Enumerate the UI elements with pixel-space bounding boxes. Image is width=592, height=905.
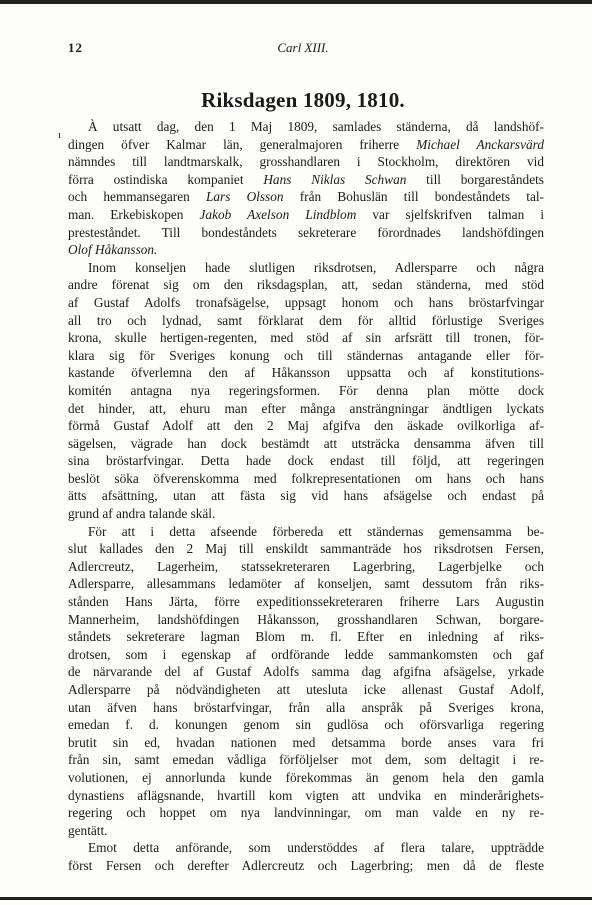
- text-run: från Bohuslän till bondeståndets tal-: [283, 189, 544, 205]
- text-run: var sjelfskrifven talman i: [356, 206, 545, 222]
- text-line: [68, 294, 544, 312]
- text-line: [68, 540, 544, 558]
- text-run: ståndets sekreterare lagman Blom m. fl. Efter en inledning af riks-: [68, 629, 544, 645]
- text-run: regering och hoppet om nya landvinningar, om man valde en ny re-: [68, 805, 544, 821]
- italic-name: Lars Olsson: [205, 189, 284, 205]
- text-run: först Fersen och derefter Adlercreutz och Lagerbring; men då de fleste: [68, 857, 544, 873]
- text-run: slut kallades den 2 Maj till enskildt sammanträde hos riksdrotsen Fersen,: [68, 541, 544, 557]
- text-run: det hinder, att, ehuru man efter många ansträngningar ändtligen lyckats: [68, 400, 544, 416]
- text-run: sina bröstarfvingar. Detta hade dock endast till följd, att regeringen: [68, 453, 544, 469]
- text-run: Emot detta anförande, som understöddes af flera talare, uppträdde: [88, 840, 544, 856]
- text-run: Mannerheim, landshöfdingen Håkansson, grosshandlaren Schwan, borgare-: [68, 611, 544, 627]
- text-line: [68, 435, 544, 453]
- italic-name: Michael Anckarsvärd: [416, 136, 544, 152]
- text-run: andre förenat sig om den riksdagsplan, att, sedan ständerna, med stöd: [68, 277, 544, 293]
- text-run: För att i detta afseende förbereda ett ständernas gemensamma be-: [88, 523, 544, 539]
- text-line: [68, 734, 544, 752]
- text-line: [68, 312, 544, 330]
- text-line: [68, 400, 544, 418]
- text-line: [68, 136, 544, 154]
- text-run: från sin, samt emedan vådliga förföljelser mot dem, som deltagit i re-: [68, 752, 544, 768]
- text-line: [68, 206, 544, 224]
- text-run: presteståndet. Till bondeståndets sekreterare förordnades landshöfdingen: [68, 224, 544, 240]
- text-run: ätts afsättning, utan att fästa sig vid hans afsägelse och endast på: [68, 488, 544, 504]
- text-run: klara sig för Sveriges konung och till ständernas antagande eller för-: [68, 347, 544, 363]
- text-line: [68, 699, 544, 717]
- text-line: [68, 716, 544, 734]
- running-head: [68, 40, 538, 56]
- text-run: sägelsen, vägrade han dock bestämdt att utsträcka densamma äfven till: [68, 435, 544, 451]
- text-line: [68, 452, 544, 470]
- text-line: [68, 822, 544, 840]
- text-line: [68, 611, 544, 629]
- text-run: nämndes till landtmarskalk, grosshandlaren i Stockholm, direktören vid: [68, 154, 544, 170]
- text-run: Adlersparre på nödvändigheten att utesluta icke allenast Gustaf Adolf,: [68, 682, 544, 697]
- text-line: [68, 188, 544, 206]
- text-line: [68, 857, 544, 875]
- text-line: [68, 382, 544, 400]
- text-line: [68, 663, 544, 681]
- text-line: [68, 171, 544, 189]
- bottom-edge-rule: [0, 897, 592, 900]
- text-line: [68, 769, 544, 787]
- text-run: Adlersparre, allesammans ledamöter af konseljen, samt dessutom från riks-: [68, 576, 544, 592]
- text-run: all tro och lydnad, samt förklarat dem för alltid förlustige Sveriges: [68, 312, 544, 328]
- section-heading: Riksdagen 1809, 1810.: [201, 88, 405, 112]
- margin-mark: ı: [58, 129, 62, 141]
- text-run: beslöt söka öfverenskomma med folkrepresentationen om hans och hans: [68, 470, 544, 486]
- text-run: gentätt.: [68, 822, 108, 838]
- text-line: [68, 505, 544, 523]
- text-run: dingen öfver Kalmar län, generalmajoren friherre: [68, 136, 417, 152]
- text-run: komitén antagna nya regeringsformen. För denna plan mötte dock: [68, 382, 544, 398]
- text-line: [68, 575, 544, 593]
- italic-name: Olof Håkansson.: [68, 242, 158, 258]
- text-line: [68, 804, 544, 822]
- text-run: Inom konseljen hade slutligen riksdrotsen, Adlersparre och några: [88, 259, 544, 275]
- text-run: krona, skulle hertigen-regenten, med stöd af sin arfsrätt till tronen, för-: [68, 330, 544, 346]
- text-line: [68, 259, 544, 277]
- text-line: [68, 118, 544, 136]
- text-line: [68, 593, 544, 611]
- top-edge-rule: [0, 0, 592, 4]
- text-line: [68, 276, 544, 294]
- text-line: [68, 347, 544, 365]
- text-run: À utsatt dag, den 1 Maj 1809, samlades ständerna, då landshöf-: [88, 119, 544, 134]
- text-run: volutionen, ej annorlunda kunde förekommas än genom hela den gamla: [68, 769, 544, 785]
- running-title: Carl XIII.: [277, 40, 329, 55]
- italic-name: Hans Niklas Schwan: [263, 171, 407, 187]
- italic-name: Jakob Axelson Lindblom: [199, 206, 357, 222]
- body-text: [68, 118, 544, 875]
- text-run: utan äfven hans bröstarfvingar, från alla anspråk på Sveriges krona,: [68, 699, 544, 715]
- text-line: [68, 628, 544, 646]
- text-run: förmå Gustaf Adolf att den 2 Maj afgifva den äskade ovilkorliga af-: [68, 418, 544, 434]
- text-line: [68, 364, 544, 382]
- text-line: [68, 417, 544, 435]
- text-line: [68, 787, 544, 805]
- text-run: de närvarande del af Gustaf Adolfs samma dag afgifna afsägelse, yrkade: [68, 664, 544, 680]
- text-line: [68, 839, 544, 857]
- text-run: grund af andra talande skäl.: [68, 506, 216, 522]
- text-run: dynastiens aflägsnande, hvartill kom vigten att undvika en minderårighets-: [68, 787, 544, 803]
- text-run: af Gustaf Adolfs tronafsägelse, uppsagt honom och hans bröstarfvingar: [68, 294, 544, 310]
- text-line: [68, 470, 544, 488]
- text-run: förra ostindiska kompaniet: [68, 171, 264, 187]
- text-line: [68, 646, 544, 664]
- text-line: [68, 751, 544, 769]
- text-line: [68, 329, 544, 347]
- text-run: kastande öfverlemna den af Håkansson uppsatta och af konstitutions-: [68, 365, 544, 381]
- text-run: man. Erkebiskopen: [68, 206, 200, 222]
- text-line: [68, 558, 544, 576]
- text-line: [68, 241, 544, 259]
- text-run: stånden Hans Järta, förre expeditionssekreteraren friherre Lars Augustin: [68, 594, 544, 610]
- text-line: [68, 523, 544, 541]
- text-run: till borgareståndets: [406, 171, 544, 187]
- text-line: [68, 487, 544, 505]
- text-run: brutit sin ed, hvadan nationen med detsamma borde anses vara fri: [68, 734, 544, 750]
- text-line: [68, 153, 544, 171]
- text-run: Adlercreutz, Lagerheim, statssekreteraren Lagerbring, Lagerbjelke och: [68, 558, 544, 574]
- text-run: drotsen, som i egenskap af ordförande ledde sammankomsten och gaf: [68, 646, 544, 662]
- text-line: [68, 681, 544, 699]
- text-run: emedan f. d. konungen genom sin gudlösa och oförsvarliga regering: [68, 717, 544, 733]
- text-run: och hemmansegaren: [68, 189, 206, 205]
- page-number: 12: [68, 40, 83, 55]
- text-line: [68, 224, 544, 242]
